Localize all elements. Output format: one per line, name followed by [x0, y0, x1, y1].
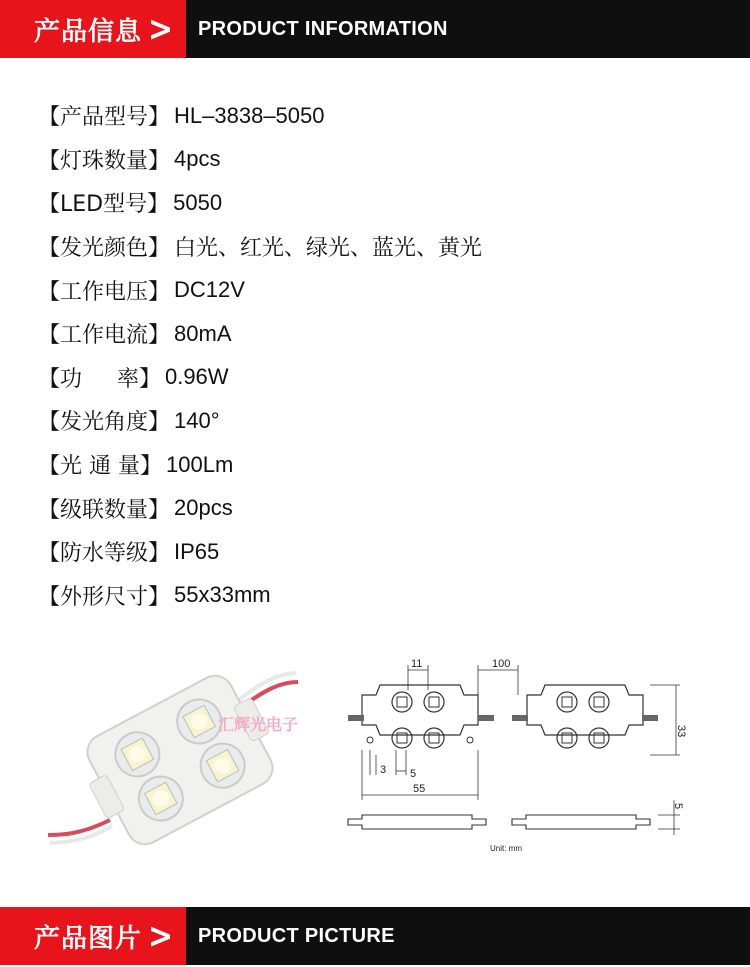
- spec-list: [38, 94, 482, 617]
- spec-row: [38, 138, 482, 182]
- header-cn-title: 产品信息: [34, 16, 143, 47]
- spec-value: 55x33mm: [174, 582, 271, 608]
- product-photo: [40, 660, 340, 880]
- spec-value: 20pcs: [174, 495, 233, 521]
- spec-label: 【发光颜色】: [38, 236, 171, 262]
- spec-row: [38, 356, 482, 400]
- spec-row: [38, 443, 482, 487]
- dim-label-55: 55: [413, 783, 426, 795]
- spec-label: 【发光角度】: [38, 410, 171, 436]
- spec-value: DC12V: [174, 277, 245, 303]
- spec-row: [38, 94, 482, 138]
- spec-label: 【灯珠数量】: [38, 148, 171, 174]
- header-banner: [0, 0, 750, 58]
- spec-row: [38, 574, 482, 618]
- spec-label: 【光 通 量】: [38, 454, 162, 480]
- dim-label-3: 3: [380, 764, 387, 776]
- footer-cn-title: 产品图片: [34, 923, 143, 954]
- footer-en-title: PRODUCT PICTURE: [198, 924, 395, 947]
- dim-label-33: 33: [675, 725, 687, 738]
- spec-row: [38, 268, 482, 312]
- spec-value: 100Lm: [166, 451, 234, 477]
- spec-value: 4pcs: [174, 146, 221, 172]
- dim-label-100: 100: [492, 658, 511, 670]
- spec-label: 【外形尺寸】: [38, 584, 171, 610]
- header-chevron-icon: >: [148, 8, 174, 50]
- spec-row: [38, 312, 482, 356]
- spec-value: 白光、红光、绿光、蓝光、黄光: [174, 235, 483, 261]
- spec-value: 140°: [174, 407, 220, 433]
- spec-row: [38, 486, 482, 530]
- header-red-block: [0, 0, 186, 58]
- spec-value: 80mA: [174, 320, 232, 346]
- spec-label: 【级联数量】: [38, 497, 171, 523]
- spec-row: [38, 530, 482, 574]
- unit-label: Unit: mm: [490, 844, 522, 853]
- spec-value: HL–3838–5050: [174, 102, 325, 128]
- spec-label: 【工作电压】: [38, 279, 171, 305]
- watermark-text: 汇辉光电子: [218, 715, 299, 734]
- dim-label-5-side: 5: [672, 803, 684, 810]
- footer-chevron-icon: >: [148, 915, 174, 957]
- spec-value: 0.96W: [164, 364, 229, 390]
- spec-label: 【功 率】: [38, 366, 161, 392]
- spec-row: [38, 225, 482, 269]
- footer-banner: [0, 907, 750, 965]
- dim-label-11: 11: [411, 658, 423, 670]
- dimension-drawing: [340, 655, 700, 860]
- spec-label: 【产品型号】: [38, 105, 171, 131]
- spec-label: 【防水等级】: [38, 541, 171, 567]
- spec-label: 【LED型号】: [38, 192, 170, 218]
- spec-value: IP65: [174, 538, 220, 564]
- dim-label-5: 5: [410, 768, 417, 780]
- header-en-title: PRODUCT INFORMATION: [198, 17, 448, 40]
- spec-value: 5050: [173, 189, 223, 215]
- spec-row: [38, 399, 482, 443]
- spec-label: 【工作电流】: [38, 323, 171, 349]
- footer-red-block: [0, 907, 186, 965]
- spec-row: [38, 181, 482, 225]
